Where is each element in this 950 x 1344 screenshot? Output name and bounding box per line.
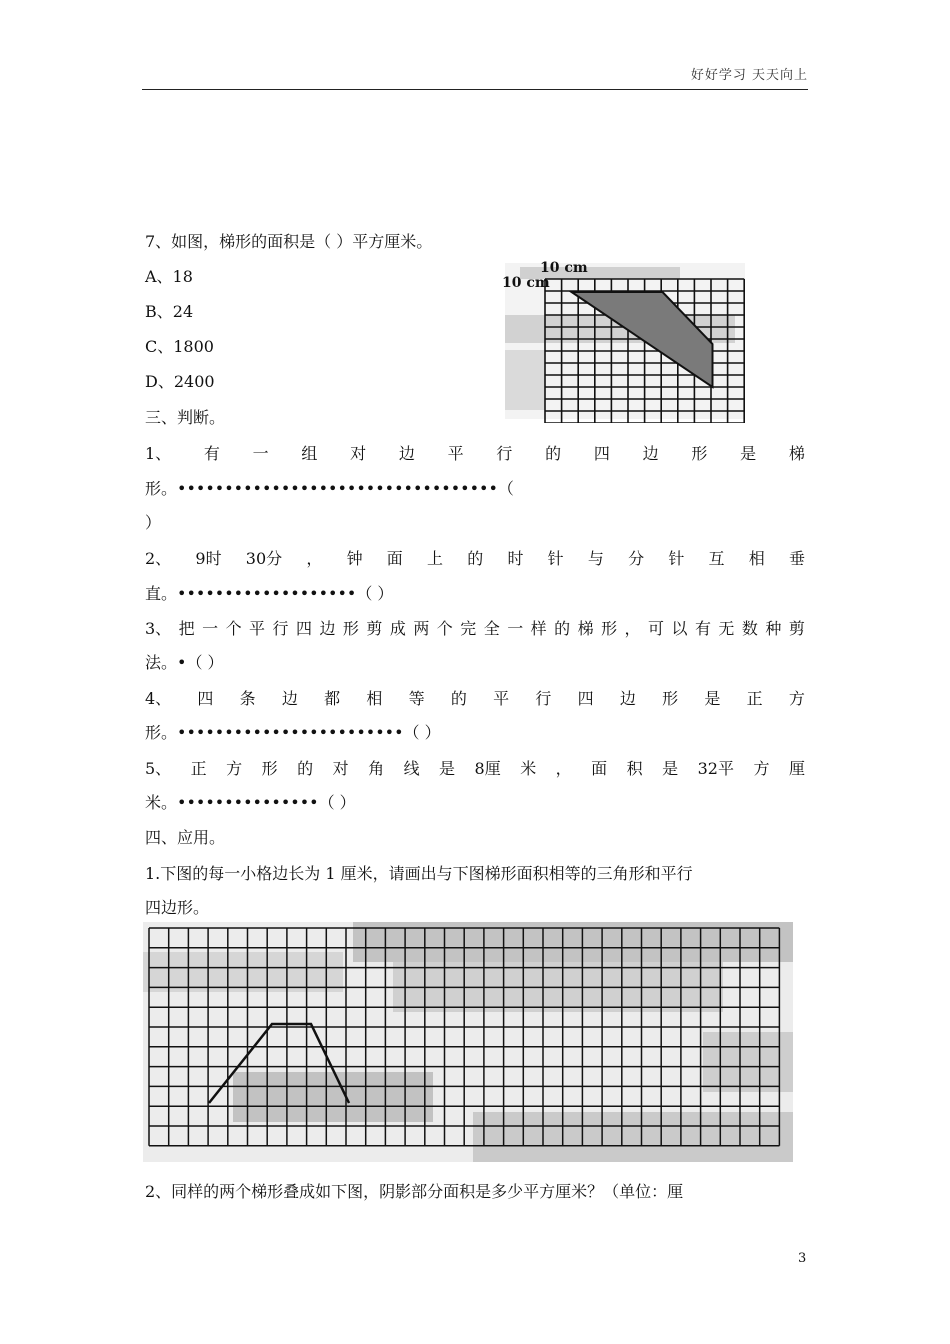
q7-stem: 7、如图，梯形的面积是（ ）平方厘米。 — [145, 232, 433, 251]
q7-side-label: 10 cm — [502, 275, 550, 291]
section3-title: 三、判断。 — [145, 408, 226, 427]
app-q1-grid-figure — [143, 922, 793, 1162]
judge-2-line1: 2、 9时 30分 ， 钟 面 上 的 时 针 与 分 针 互 相 垂 — [145, 549, 805, 568]
app-q2-text: 2、同样的两个梯形叠成如下图，阴影部分面积是多少平方厘米？（单位：厘 — [145, 1182, 684, 1201]
judge-2-line2: 直。•••••••••••••••••••（ ） — [145, 584, 394, 603]
judge-1-line1: 1、 有 一 组 对 边 平 行 的 四 边 形 是 梯 — [145, 444, 805, 463]
app-q1-line2: 四边形。 — [145, 898, 210, 917]
judge-1-line2: 形。••••••••••••••••••••••••••••••••••（ — [145, 479, 514, 498]
q7-option-a: A、18 — [145, 267, 193, 286]
section4-title: 四、应用。 — [145, 828, 226, 847]
judge-5-line2: 米。•••••••••••••••（ ） — [145, 793, 356, 812]
judge-3-line1: 3、 把 一 个 平 行 四 边 形 剪 成 两 个 完 全 一 样 的 梯 形 ， 可 以 有 无 数 种 剪 — [145, 619, 805, 638]
q7-option-d: D、2400 — [145, 372, 215, 391]
q7-top-label: 10 cm — [540, 260, 588, 276]
q7-option-c: C、1800 — [145, 337, 214, 356]
judge-4-line1: 4、 四 条 边 都 相 等 的 平 行 四 边 形 是 正 方 — [145, 689, 805, 708]
app-q1-line1: 1.下图的每一小格边长为 1 厘米，请画出与下图梯形面积相等的三角形和平行 — [145, 864, 693, 883]
header-slogan: 好好学习 天天向上 — [690, 68, 808, 83]
judge-1-line3: ） — [145, 513, 162, 532]
q7-option-b: B、24 — [145, 302, 194, 321]
judge-5-line1: 5、 正 方 形 的 对 角 线 是 8厘 米 ， 面 积 是 32平 方 厘 — [145, 759, 805, 778]
judge-4-line2: 形。••••••••••••••••••••••••（ ） — [145, 723, 441, 742]
page-number: 3 — [798, 1251, 807, 1266]
judge-3-line2: 法。•（ ） — [145, 653, 224, 672]
q7-figure — [500, 255, 750, 423]
header-rule — [142, 89, 808, 90]
